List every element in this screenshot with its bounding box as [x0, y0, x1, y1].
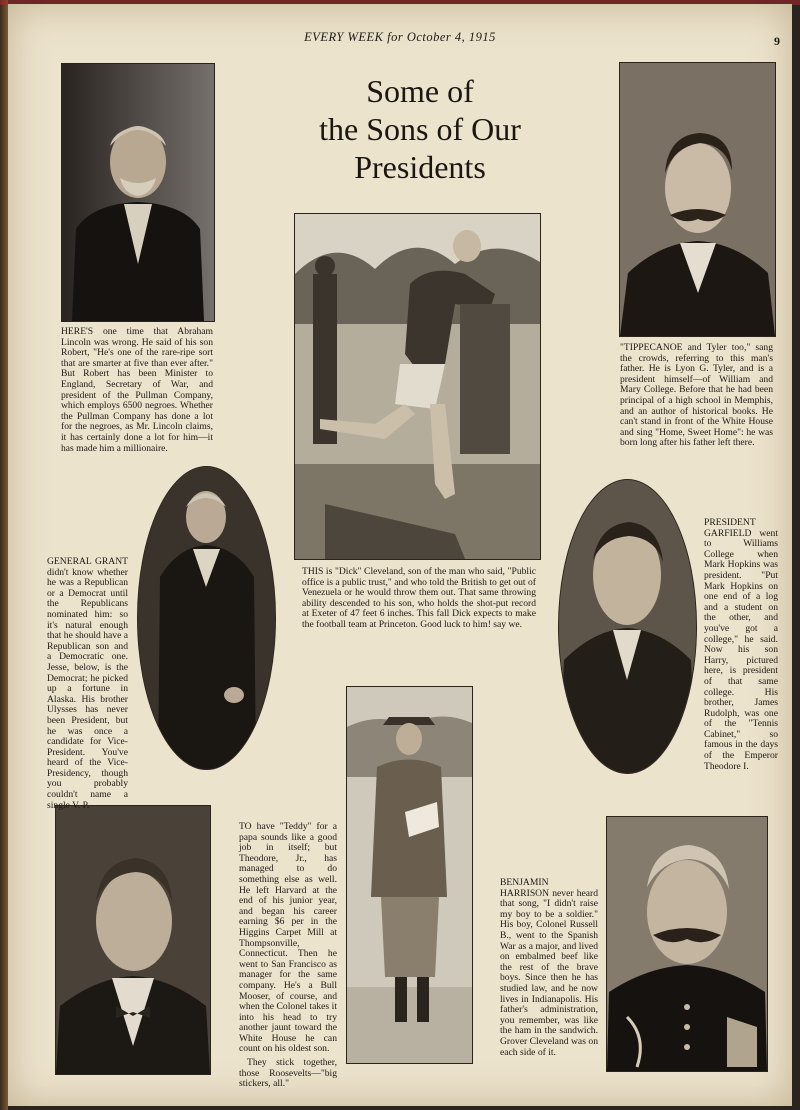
caption-theodore-roosevelt-jr: [239, 822, 337, 1090]
caption-robert-lincoln-text: HERE'S one time that Abraham Lincoln was wrong. He said of his son Robert, "He's one of the rare-ripe sort that are smarter at five than ever after." But Robert has been Minister to England, Secretary of War, and president of the Pullman Company, which employs 6500 negroes. Whether the Pullman Company has done a lot for the negroes, as Mr. Lincoln claims, it has certainly done a lot for him—it has made him a millionaire.: [61, 326, 213, 454]
lyon-tyler-photo: [619, 62, 776, 337]
caption-jesse-grant: [47, 557, 128, 811]
caption-dick-cleveland: [302, 567, 536, 631]
title-line-2: the Sons of Our: [319, 111, 521, 147]
dick-cleveland-photo: [294, 213, 541, 560]
jesse-grant-photo: [137, 466, 276, 770]
theodore-roosevelt-jr-photo: [346, 686, 473, 1064]
title-line-3: Presidents: [354, 149, 486, 185]
caption-lyon-tyler-text: "TIPPECANOE and Tyler too," sang the crowds, referring to this man's father. He is Lyon G. Tyler, and is a president himself—of William and Mary College. Before that he had been principal of a high school in Memphis, and an author of historical books. He can't stand in front of the White House and sing "Home, Sweet Home": he was born long after his father left there.: [620, 342, 773, 449]
article-title: [285, 72, 555, 186]
caption-russell-harrison: [500, 878, 598, 1058]
bottom-left-portrait-photo: [55, 805, 211, 1075]
running-header: EVERY WEEK for October 4, 1915: [304, 30, 496, 44]
caption-harry-garfield: [704, 518, 778, 772]
caption-dick-cleveland-text: THIS is "Dick" Cleveland, son of the man who said, "Public office is a public trust," and who told the British to get out of Venezuela or he would throw them out. That same throwing ability descended to his son, who holds the shot-put record at Exeter of 47 feet 6 inches. This fall Dick expects to make the football team at Princeton. Good luck to him! say we.: [302, 566, 536, 630]
caption-lyon-tyler: [620, 343, 773, 449]
harry-garfield-photo: [558, 479, 697, 774]
caption-jesse-grant-text: GENERAL GRANT didn't know whether he was a Republican or a Democrat until the Republicans nominated him: so it's natural enough that he should have a Republican son and a Democratic one. Jesse, below, is the Democrat; he picked up a fortune in Alaska. His brother Ulysses has never been President, but he was once a candidate for Vice-President. You've heard of the Vice-Presidency, though you probably couldn't name a single V. P.: [47, 556, 128, 811]
caption-russell-harrison-text: BENJAMIN HARRISON never heard that song, "I didn't raise my boy to be a soldier." His boy, Colonel Russell B., went to the Spanish War as a major, and lived on embalmed beef like the rest of the brave boys. Since then he has studied law, and he now lives in Indianapolis. His father's administration, you remember, was like the ham in the sandwich. Grover Cleveland was on each side of it.: [500, 877, 598, 1058]
page-binding: [0, 0, 8, 1110]
robert-lincoln-photo: [61, 63, 215, 322]
caption-robert-lincoln: [61, 327, 213, 454]
caption-theodore-roosevelt-jr-text: TO have "Teddy" for a papa sounds like a good job in itself; but Theodore, Jr., has managed to do something else as well. He left Harvard at the end of his junior year, and began his career earning $6 per in the Higgins Carpet Mill at Thompsonville, Connecticut. Then he went to San Francisco as manager for the same company. He's a Bull Mooser, of course, and when the Colonel takes it into his head to try another jaunt toward the White House he can count on his oldest son.: [239, 821, 337, 1055]
russell-harrison-photo: [606, 816, 768, 1072]
caption-theodore-roosevelt-jr-text-2: They stick together, those Roosevelts—"big stickers, all.": [239, 1057, 337, 1090]
caption-harry-garfield-text: PRESIDENT GARFIELD went to Williams College when Mark Hopkins was president. "Put Mark Hopkins on one end of a log and a student on the other, and you've got a college," he said. Now his son Harry, pictured here, is president of that same college. His brother, James Rudolph, was one of the "Tennis Cabinet," so famous in the days of the Emperor Theodore I.: [704, 517, 778, 772]
page-number: 9: [774, 34, 780, 48]
title-line-1: Some of: [366, 73, 474, 109]
